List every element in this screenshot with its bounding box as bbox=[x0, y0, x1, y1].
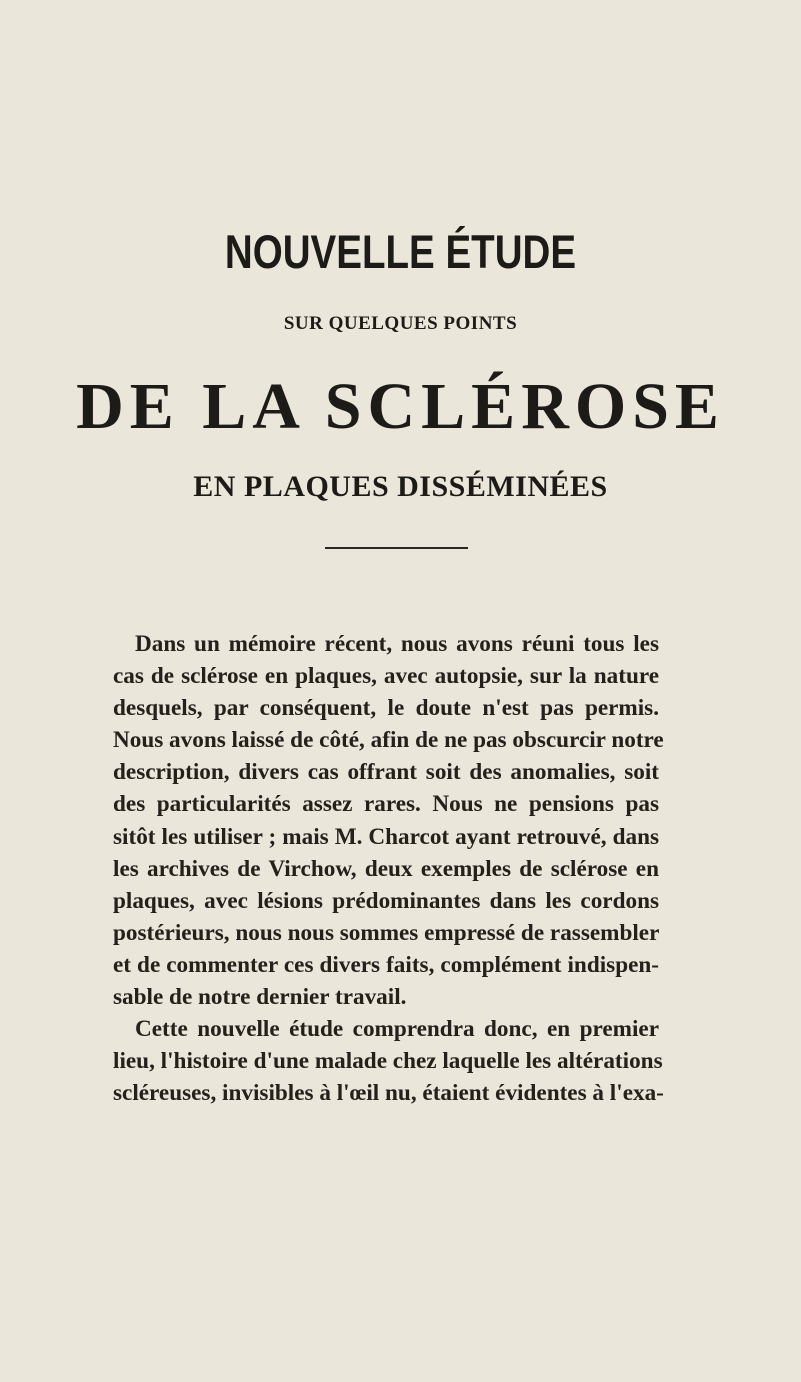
text-line: cas de sclérose en plaques, avec autopsie, sur la nature bbox=[113, 663, 659, 690]
body-text bbox=[113, 628, 664, 1109]
heading: NOUVELLE ÉTUDE bbox=[224, 225, 577, 278]
text-line: desquels, par conséquent, le doute n'est pas permis. bbox=[113, 695, 659, 722]
text-line: et de commenter ces divers faits, complément indispen- bbox=[113, 951, 659, 978]
text-line: Dans un mémoire récent, nous avons réuni tous les bbox=[135, 631, 659, 657]
divider-rule bbox=[325, 547, 468, 549]
text-line: plaques, avec lésions prédominantes dans les cordons bbox=[113, 887, 659, 914]
text-line: lieu, l'histoire d'une malade chez laquelle les altérations bbox=[113, 1048, 663, 1075]
text-line: des particularités assez rares. Nous ne pensions pas bbox=[113, 791, 659, 818]
text-line: Nous avons laissé de côté, afin de ne pas obscurcir notre bbox=[113, 727, 664, 754]
text-line: sitôt les utiliser ; mais M. Charcot ayant retrouvé, dans bbox=[113, 823, 659, 850]
subheading: SUR QUELQUES POINTS bbox=[283, 313, 518, 334]
text-line: postérieurs, nous nous sommes empressé de rassembler bbox=[113, 919, 660, 946]
text-line: sable de notre dernier travail. bbox=[113, 984, 407, 1011]
text-line: scléreuses, invisibles à l'œil nu, étaient évidentes à l'exa- bbox=[113, 1080, 664, 1107]
text-line: les archives de Virchow, deux exemples de sclérose en bbox=[113, 855, 659, 882]
subtitle: EN PLAQUES DISSÉMINÉES bbox=[193, 470, 608, 503]
text-line: Cette nouvelle étude comprendra donc, en premier bbox=[135, 1016, 659, 1043]
main-title: DE LA SCLÉROSE bbox=[76, 370, 725, 443]
text-line: description, divers cas offrant soit des anomalies, soit bbox=[113, 759, 659, 786]
